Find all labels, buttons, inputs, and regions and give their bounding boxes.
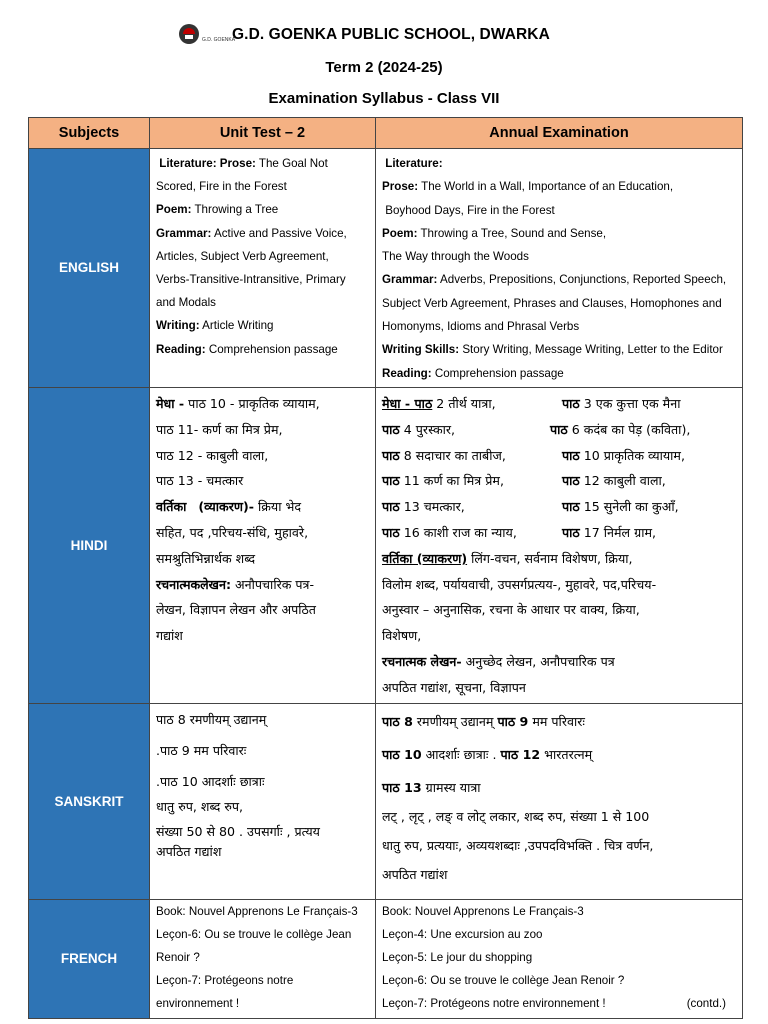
sa-ut-l4: धातु रुप, शब्द रुप, [156,798,244,814]
hi-ae-l7-label: वर्तिका (व्याकरण) [382,550,468,566]
en-ut-read: Comprehension passage [208,342,338,356]
hi-ut-l7: समश्रुतिभिन्नार्थक शब्द [156,550,256,566]
hi-ae-l3a: 8 सदाचार का ताबीज, [403,447,506,463]
table-row-english [29,149,743,388]
logo-lettering: G.D. GOENKA [202,37,236,43]
en-ae-poem: Throwing a Tree, Sound and Sense, [420,226,607,240]
hi-ut-l3: पाठ 12 - काबुली वाला, [156,447,269,463]
hi-ae-l6a-label: पाठ [382,524,400,540]
en-ae-prose: The World in a Wall, Importance of an Education, [421,180,674,194]
hi-ae-l1b-label: पाठ [562,395,580,411]
hi-ut-l2: पाठ 11- कर्ण का मित्र प्रेम, [156,421,283,437]
hi-ae-l6b-label: पाठ [562,524,580,540]
fr-ut-l3: Renoir ? [156,950,200,964]
hi-ae-l6b: 17 निर्मल ग्राम, [583,524,657,540]
school-name: G.D. GOENKA PUBLIC SCHOOL, DWARKA [232,26,550,43]
syllabus-title: Examination Syllabus - Class VII [268,90,500,107]
french-unit-test [150,899,376,1018]
sa-ae-l1a: पाठ 8 [382,713,413,729]
hi-ae-l10: विशेषण, [382,628,422,644]
syllabus-table [28,117,743,1019]
sa-ut-l1: पाठ 8 रमणीयम् उद्यानम् [156,711,267,727]
hi-ut-l5: क्रिया भेद [257,499,302,515]
en-ae-gram2: Subject Verb Agreement, Phrases and Clauses, Homophones and [382,296,722,310]
fr-ae-l1: Book: Nouvel Apprenons Le Français-3 [382,904,584,918]
en-ae-ws: Story Writing, Message Writing, Letter to the Editor [462,343,723,357]
hi-ae-l5b-label: पाठ [562,499,580,515]
en-ut-gram: Active and Passive Voice, [214,226,347,240]
en-ae-read-label: Reading: [382,366,432,380]
table-row-french [29,899,743,1018]
en-ae-read: Comprehension passage [434,366,564,380]
sa-ae-l1b: रमणीयम् उद्यानम् [416,713,494,729]
en-ut-poem-label: Poem: [156,203,192,217]
en-ut-writ: Article Writing [202,319,274,333]
fr-ae-l2: Leçon-4: Une excursion au zoo [382,927,543,941]
hi-ae-l11: अनुच्छेद लेखन, अनौपचारिक पत्र [465,653,615,669]
document-header [0,0,768,118]
hi-ae-l1b: 3 एक कुत्ता एक मैना [583,395,681,411]
sa-ut-l6: अपठित गद्यांश [156,843,222,859]
hi-ut-l5-label: वर्तिका [156,499,187,515]
en-ut-gram2: Articles, Subject Verb Agreement, [156,249,329,263]
en-ae-gram3: Homonyms, Idioms and Phrasal Verbs [382,320,580,334]
en-ae-prose-label: Prose: [382,180,419,194]
hi-ae-l2b: 6 कदंब का पेड़ (कविता), [571,421,691,437]
sa-ae-l2c: पाठ 12 [500,746,541,762]
sa-ae-l4: लट् , लृट् , लङ् व लोट् लकार, शब्द रुप, संख्या 1 से 100 [382,808,650,824]
sa-ae-l2a: पाठ 10 [382,746,422,762]
en-ut-gram3: Verbs-Transitive-Intransitive, Primary [156,273,346,287]
table-row-sanskrit [29,703,743,899]
en-ae-gram-label: Grammar: [382,273,438,287]
fr-ut-l1: Book: Nouvel Apprenons Le Français-3 [156,904,358,918]
hi-ae-l4b: 12 काबुली वाला, [583,473,666,489]
en-ut-gram4: and Modals [156,296,216,310]
subject-hindi: HINDI [29,387,150,703]
subject-french: FRENCH [29,899,150,1018]
fr-ut-l2: Leçon-6: Ou se trouve le collège Jean [156,927,352,941]
en-ae-gram: Adverbs, Prepositions, Conjunctions, Reported Speech, [440,273,727,287]
hindi-annual-exam [376,387,743,703]
hi-ut-l9: लेखन, विज्ञापन लेखन और अपठित [156,602,316,618]
hi-ae-l4b-label: पाठ [562,473,580,489]
en-ut-writ-label: Writing: [156,319,200,333]
hi-ut-l8-label: रचनात्मकलेखन: [156,576,232,592]
header-subjects: Subjects [29,118,150,149]
subject-sanskrit: SANSKRIT [29,703,150,899]
hi-ae-l12: अपठित गद्यांश, सूचना, विज्ञापन [382,679,526,695]
hi-ae-l8: विलोम शब्द, पर्यायवाची, उपसर्गप्रत्यय-, मुहावरे, पद,परिचय- [382,576,657,592]
sa-ut-l3: .पाठ 10 आदर्शाः छात्राः [156,773,265,789]
hi-ae-l6a: 16 काशी राज का न्याय, [403,524,517,540]
sa-ae-l2d: भारतरत्नम् [544,746,593,762]
en-ae-lit-label: Literature: [385,157,443,170]
fr-ae-l4: Leçon-6: Ou se trouve le collège Jean Renoir ? [382,974,625,988]
en-ut-lit-label: Literature: Prose: [159,157,256,170]
table-row-hindi [29,387,743,703]
sa-ae-l6: अपठित गद्यांश [382,866,448,882]
en-ut-lit: The Goal Not [258,157,328,170]
hi-ae-l2a: 4 पुरस्कार, [403,421,456,437]
sa-ae-l5: धातु रुप, प्रत्ययाः, अव्ययशब्दाः ,उपपदविभक्ति . चित्र वर्णन, [382,837,654,853]
hi-ae-l1a: 2 तीर्थ यात्रा, [436,395,496,411]
hi-ae-l5a-label: पाठ [382,499,400,515]
hi-ae-l11-label: रचनात्मक लेखन- [382,653,462,669]
hi-ae-l2a-label: पाठ [382,421,400,437]
hi-ae-l7: लिंग-वचन, सर्वनाम विशेषण, क्रिया, [471,550,633,566]
sa-ae-l1c: पाठ 9 [497,713,529,729]
en-ut-lit2: Scored, Fire in the Forest [156,180,287,194]
en-ut-gram-label: Grammar: [156,226,212,240]
continued-note: (contd.) [686,997,726,1011]
en-ae-prose2: Boyhood Days, Fire in the Forest [385,203,555,217]
hi-ae-l3b-label: पाठ [562,447,580,463]
header-annual-exam: Annual Examination [376,118,743,149]
table-header-row [29,118,743,149]
hi-ut-l1: पाठ 10 - प्राकृतिक व्यायाम, [188,395,320,411]
sa-ae-l3a: पाठ 13 [382,779,422,795]
hi-ae-l1-label: मेधा - पाठ [382,395,433,411]
term-title: Term 2 (2024-25) [325,59,443,76]
hi-ut-l5-label2: (व्याकरण)- [198,499,254,515]
en-ae-ws-label: Writing Skills: [382,343,460,357]
sa-ae-l2b: आदर्शाः छात्राः . [425,746,497,762]
hi-ae-l3b: 10 प्राकृतिक व्यायाम, [583,447,685,463]
fr-ut-l5: environnement ! [156,997,240,1011]
english-annual-exam [376,149,743,388]
fr-ae-l5: Leçon-7: Protégeons notre environnement ! [382,997,606,1011]
hi-ae-l9: अनुस्वार – अनुनासिक, रचना के आधार पर वाक्य, क्रिया, [382,602,640,618]
sa-ut-l5: संख्या 50 से 80 . उपसर्गाः , प्रत्यय [156,823,320,839]
hi-ae-l5a: 13 चमत्कार, [403,499,465,515]
hi-ut-l1-label: मेधा - [156,395,185,411]
sa-ae-l3b: ग्रामस्य यात्रा [425,779,481,795]
school-logo [176,20,236,48]
hindi-unit-test [150,387,376,703]
french-annual-exam [376,899,743,1018]
hi-ae-l4a-label: पाठ [382,473,400,489]
en-ae-poem2: The Way through the Woods [382,250,529,264]
sanskrit-unit-test [150,703,376,899]
hi-ae-l3a-label: पाठ [382,447,400,463]
sa-ae-l1d: मम परिवारः [532,713,585,729]
fr-ae-l3: Leçon-5: Le jour du shopping [382,950,533,964]
hi-ut-l4: पाठ 13 - चमत्कार [156,473,244,489]
en-ae-poem-label: Poem: [382,226,418,240]
subject-english: ENGLISH [29,149,150,388]
english-unit-test [150,149,376,388]
hi-ut-l8: अनौपचारिक पत्र- [235,576,315,592]
header-unit-test: Unit Test – 2 [150,118,376,149]
hi-ae-l4a: 11 कर्ण का मित्र प्रेम, [403,473,504,489]
sa-ut-l2: .पाठ 9 मम परिवारः [156,742,247,758]
hi-ae-l2b-label: पाठ [550,421,568,437]
hi-ut-l6: सहित, पद ,परिचय-संधि, मुहावरे, [156,524,309,540]
en-ut-poem: Throwing a Tree [194,203,279,217]
fr-ut-l4: Leçon-7: Protégeons notre [156,974,294,988]
hi-ut-l10: गद्यांश [156,628,183,644]
en-ut-read-label: Reading: [156,342,206,356]
hi-ae-l5b: 15 सुनेली का कुआँ, [583,499,679,515]
sanskrit-annual-exam [376,703,743,899]
